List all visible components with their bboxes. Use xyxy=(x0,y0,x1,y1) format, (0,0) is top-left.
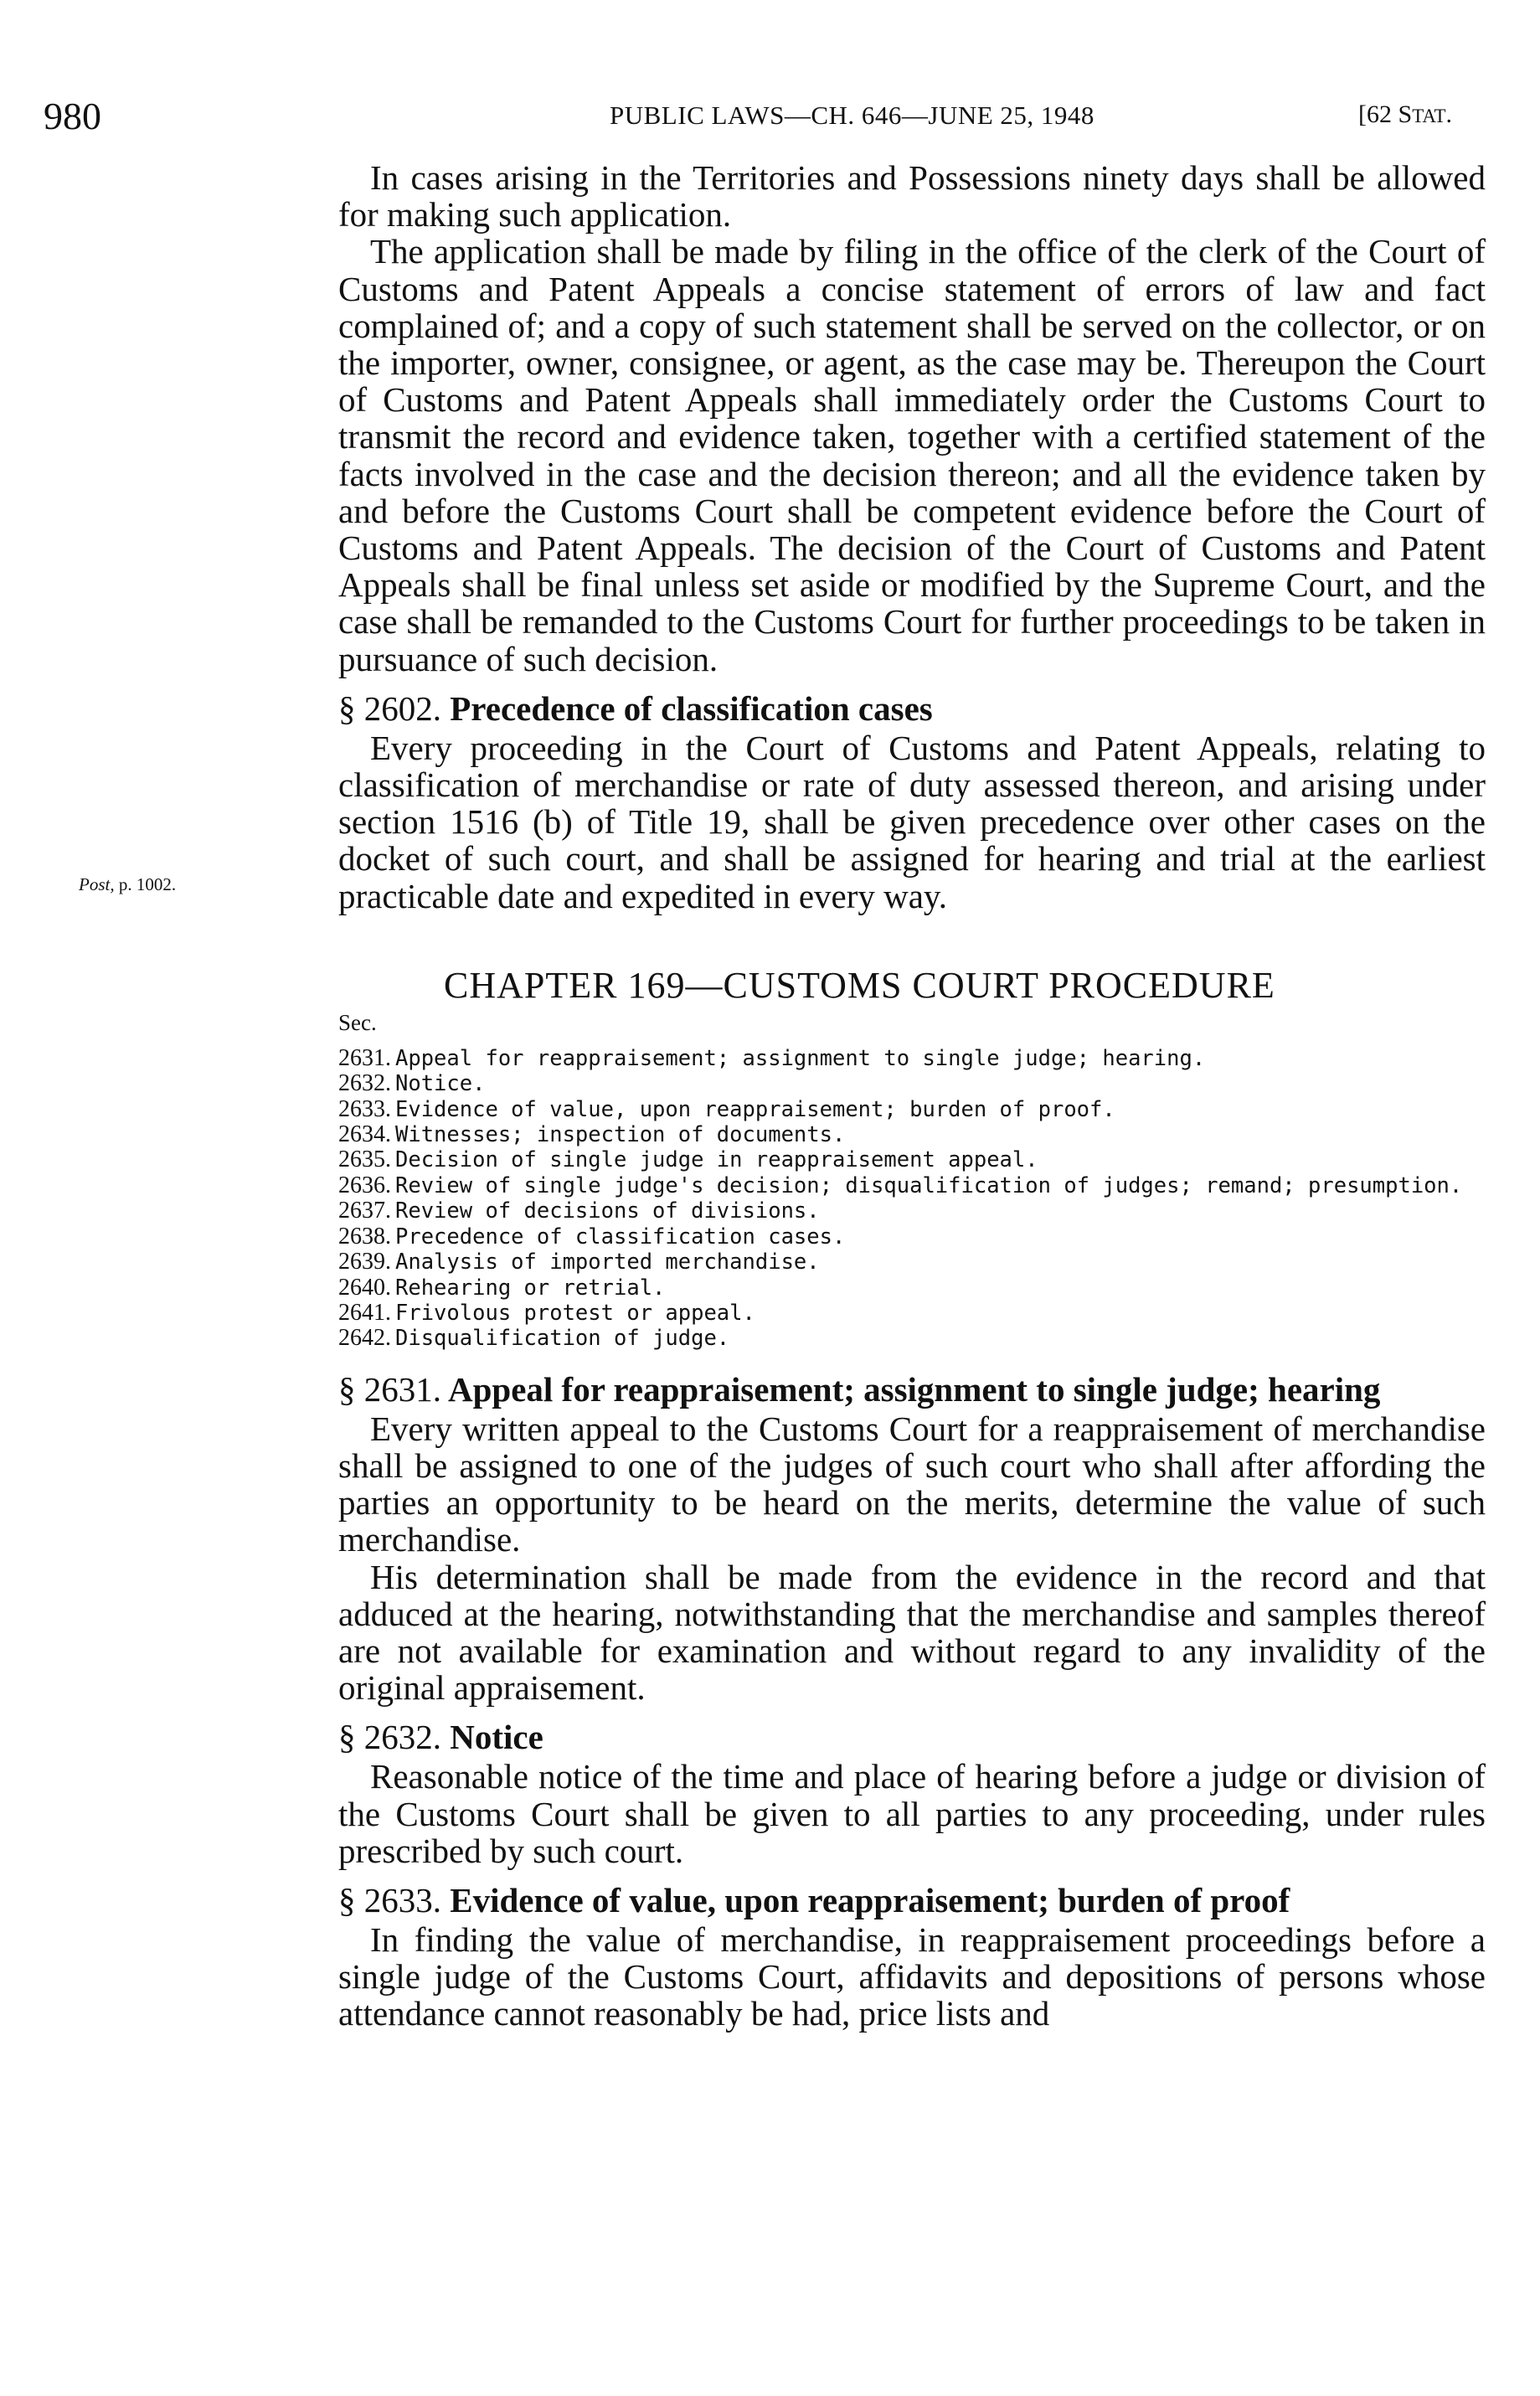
running-header xyxy=(0,94,1540,136)
toc-title: Disqualification of judge. xyxy=(395,1326,730,1352)
section-title: Evidence of value, upon reappraisement; burden of proof xyxy=(450,1880,1290,1919)
toc-item xyxy=(338,1250,1486,1275)
toc-title: Witnesses; inspection of documents. xyxy=(395,1122,846,1148)
section-heading-2631 xyxy=(338,1370,1486,1409)
toc-item xyxy=(338,1097,1486,1122)
chapter-title: CHAPTER 169—CUSTOMS COURT PROCEDURE xyxy=(444,964,1275,1006)
section-text-2631-a: Every written appeal to the Customs Court for a reappraisement of merchandise shall be assigned to one of the judges of such court who shall after affording the parties an opportunity to be heard on the merits, determine the value of such merchandise. xyxy=(338,1409,1486,1559)
toc-item xyxy=(338,1326,1486,1351)
toc-title: Appeal for reappraisement; assignment to single judge; hearing. xyxy=(395,1045,1206,1071)
toc-title: Review of decisions of divisions. xyxy=(395,1198,820,1224)
toc-title: Precedence of classification cases. xyxy=(395,1224,846,1250)
section-title: Precedence of classification cases xyxy=(450,688,933,728)
toc-number: 2632. xyxy=(338,1070,391,1097)
section-title: Notice xyxy=(450,1718,543,1757)
margin-note-page-ref: p. 1002. xyxy=(114,874,177,894)
table-of-contents xyxy=(338,1046,1486,1352)
section-text-2632: Reasonable notice of the time and place of hearing before a judge or division of the Customs Court shall be given to all parties to any proceeding, under rules prescribed by such court. xyxy=(338,1757,1486,1870)
toc-item xyxy=(338,1224,1486,1250)
toc-number: 2635. xyxy=(338,1146,391,1173)
paragraph-application: The application shall be made by filing in the office of the clerk of the Court of Customs and Patent Appeals a concise statement of errors of law and fact complained of; and a copy of such statement shall be served on the collector, or on the importer, owner, consignee, or agent, as the case may be. Thereupon the Court of Customs and Patent Appeals shall immediately order the Customs Court to transmit the record and evidence taken, together with a certified statement of the facts involved in the case and the decision thereon; and all the evidence taken by and before the Customs Court shall be competent evidence before the Court of Customs and Patent Appeals. The decision of the Court of Customs and Patent Appeals shall be final unless set aside or modified by the Supreme Court, and the case shall be remanded to the Customs Court for further proceedings to be taken in pursuance of such decision. xyxy=(338,232,1486,678)
paragraph-territories: In cases arising in the Territories and Possessions ninety days shall be allowed for making such application. xyxy=(338,158,1486,234)
toc-number: 2641. xyxy=(338,1299,391,1326)
toc-number: 2642. xyxy=(338,1325,391,1352)
margin-note-italic: Post, xyxy=(79,874,115,894)
page-number: 980 xyxy=(44,95,101,137)
toc-item xyxy=(338,1071,1486,1096)
toc-item xyxy=(338,1275,1486,1301)
toc-title: Review of single judge's decision; disqualification of judges; remand; presumption. xyxy=(395,1172,1463,1198)
toc-number: 2639. xyxy=(338,1249,391,1275)
toc-number: 2640. xyxy=(338,1274,391,1301)
statute-citation xyxy=(1358,100,1452,129)
toc-number: 2631. xyxy=(338,1044,391,1071)
section-number: § 2633. xyxy=(338,1880,441,1919)
section-text-2602: Every proceeding in the Court of Customs and Patent Appeals, relating to classification of merchandise or rate of duty assessed thereon, and arising under section 1516 (b) of Title 19, shall be given precedence over other cases on the docket of such court, and shall be assigned for hearing and trial at the earliest practicable date and expedited in every way. xyxy=(338,728,1486,915)
toc-title: Rehearing or retrial. xyxy=(395,1275,666,1301)
section-text-2633: In finding the value of merchandise, in reappraisement proceedings before a single judge of the Customs Court, affidavits and depositions of persons whose attendance cannot reasonably be had, price lists and xyxy=(338,1919,1486,2033)
toc-sec-label: Sec. xyxy=(338,1009,377,1035)
section-text-2631-b: His determination shall be made from the evidence in the record and that adduced at the hearing, notwithstanding that the merchandise and samples thereof are not available for examination and without regard to any invalidity of the original appraisement. xyxy=(338,1557,1486,1708)
section-title: Appeal for reappraisement; assignment to single judge; hearing xyxy=(448,1369,1381,1409)
statute-citation-prefix: [62 S xyxy=(1358,100,1413,128)
toc-title: Notice. xyxy=(395,1071,486,1097)
toc-item xyxy=(338,1122,1486,1147)
text-column xyxy=(338,159,1486,2033)
toc-title: Evidence of value, upon reappraisement; burden of proof. xyxy=(395,1096,1115,1122)
toc-number: 2638. xyxy=(338,1223,391,1250)
statute-citation-suffix: . xyxy=(1445,100,1453,128)
section-number: § 2602. xyxy=(338,688,441,728)
toc-item xyxy=(338,1173,1486,1198)
statute-citation-smallcaps: TAT xyxy=(1412,106,1446,126)
toc-item xyxy=(338,1046,1486,1071)
toc-number: 2636. xyxy=(338,1172,391,1198)
section-heading-2602 xyxy=(338,689,1486,728)
section-heading-2632 xyxy=(338,1718,1486,1756)
toc-title: Analysis of imported merchandise. xyxy=(395,1250,820,1275)
running-title: PUBLIC LAWS—CH. 646—JUNE 25, 1948 xyxy=(610,100,1094,130)
toc-item xyxy=(338,1147,1486,1172)
toc-title: Decision of single judge in reappraisement appeal. xyxy=(395,1147,1038,1173)
section-number: § 2631. xyxy=(338,1369,441,1409)
toc-number: 2637. xyxy=(338,1198,391,1224)
toc-number: 2634. xyxy=(338,1121,391,1148)
section-heading-2633 xyxy=(338,1881,1486,1919)
toc-item xyxy=(338,1198,1486,1224)
toc-title: Frivolous protest or appeal. xyxy=(395,1300,755,1326)
toc-item xyxy=(338,1301,1486,1326)
toc-number: 2633. xyxy=(338,1095,391,1122)
margin-note xyxy=(79,874,176,895)
section-number: § 2632. xyxy=(338,1718,441,1757)
